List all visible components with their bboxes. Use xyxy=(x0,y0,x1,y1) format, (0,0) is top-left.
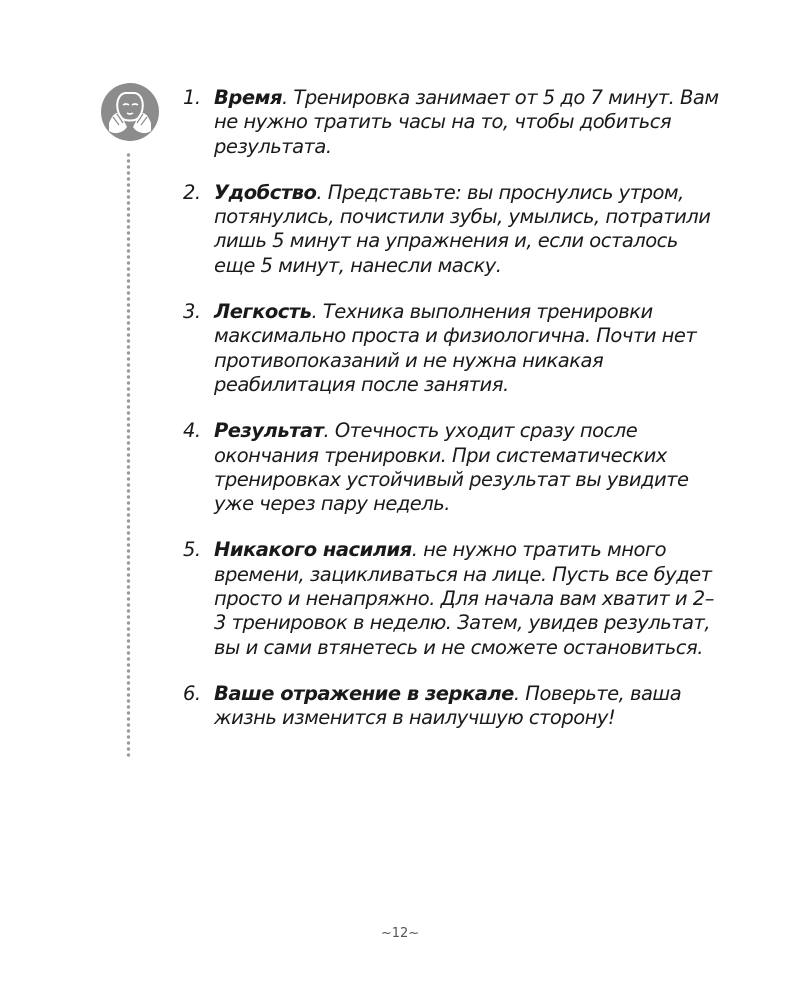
list-item xyxy=(183,419,723,516)
item-term: Никакого насилия xyxy=(214,538,412,562)
item-number: 3. xyxy=(183,300,201,324)
list-item xyxy=(183,682,723,731)
face-hands-icon xyxy=(101,83,159,141)
item-content xyxy=(214,86,723,159)
item-term: Результат xyxy=(214,419,324,443)
item-content xyxy=(214,181,723,278)
item-text: . Представьте: вы проснулись утром, потянулись, почистили зубы, умылись, потратили лишь 5 минут на упражнения и, если осталось еще 5 минут, нанесли маску. xyxy=(214,180,711,277)
item-text: . Поверьте, ваша жизнь изменится в наилучшую сторону! xyxy=(214,681,682,730)
list-item xyxy=(183,300,723,397)
item-term: Время xyxy=(214,86,283,109)
item-content xyxy=(214,538,723,659)
list-item xyxy=(183,181,723,278)
item-number: 2. xyxy=(183,180,201,204)
item-number: 4. xyxy=(183,419,201,443)
page-number: ~12~ xyxy=(380,926,420,941)
item-text: . Отечность уходит сразу после окончания тренировки. При систематических тренировках устойчивый результат вы увидите уже через пару недель. xyxy=(214,419,689,516)
list-item xyxy=(183,538,723,659)
item-term: Легкость xyxy=(214,300,312,324)
item-number: 6. xyxy=(183,681,201,705)
benefits-list xyxy=(183,86,723,753)
list-item xyxy=(183,86,723,159)
item-number: 5. xyxy=(183,538,201,562)
item-content xyxy=(214,419,723,516)
item-term: Ваше отражение в зеркале xyxy=(214,681,514,705)
item-text: . не нужно тратить много времени, зацикливаться на лице. Пусть все будет просто и ненапряжно. Для начала вам хватит и 2–3 тренировок в неделю. Затем, увидев результат, вы и сами втянетесь и не сможете остановиться. xyxy=(214,538,714,659)
item-content xyxy=(214,682,723,731)
item-text: . Тренировка занимает от 5 до 7 минут. Вам не нужно тратить часы на то, чтобы добиться результата. xyxy=(214,86,719,158)
dotted-divider xyxy=(126,152,131,758)
item-content xyxy=(214,300,723,397)
item-text: . Техника выполнения тренировки максимально проста и физиологична. Почти нет противопоказаний и не нужна никакая реабилитация после занятия. xyxy=(214,300,697,396)
item-term: Удобство xyxy=(214,180,317,204)
item-number: 1. xyxy=(183,86,201,109)
